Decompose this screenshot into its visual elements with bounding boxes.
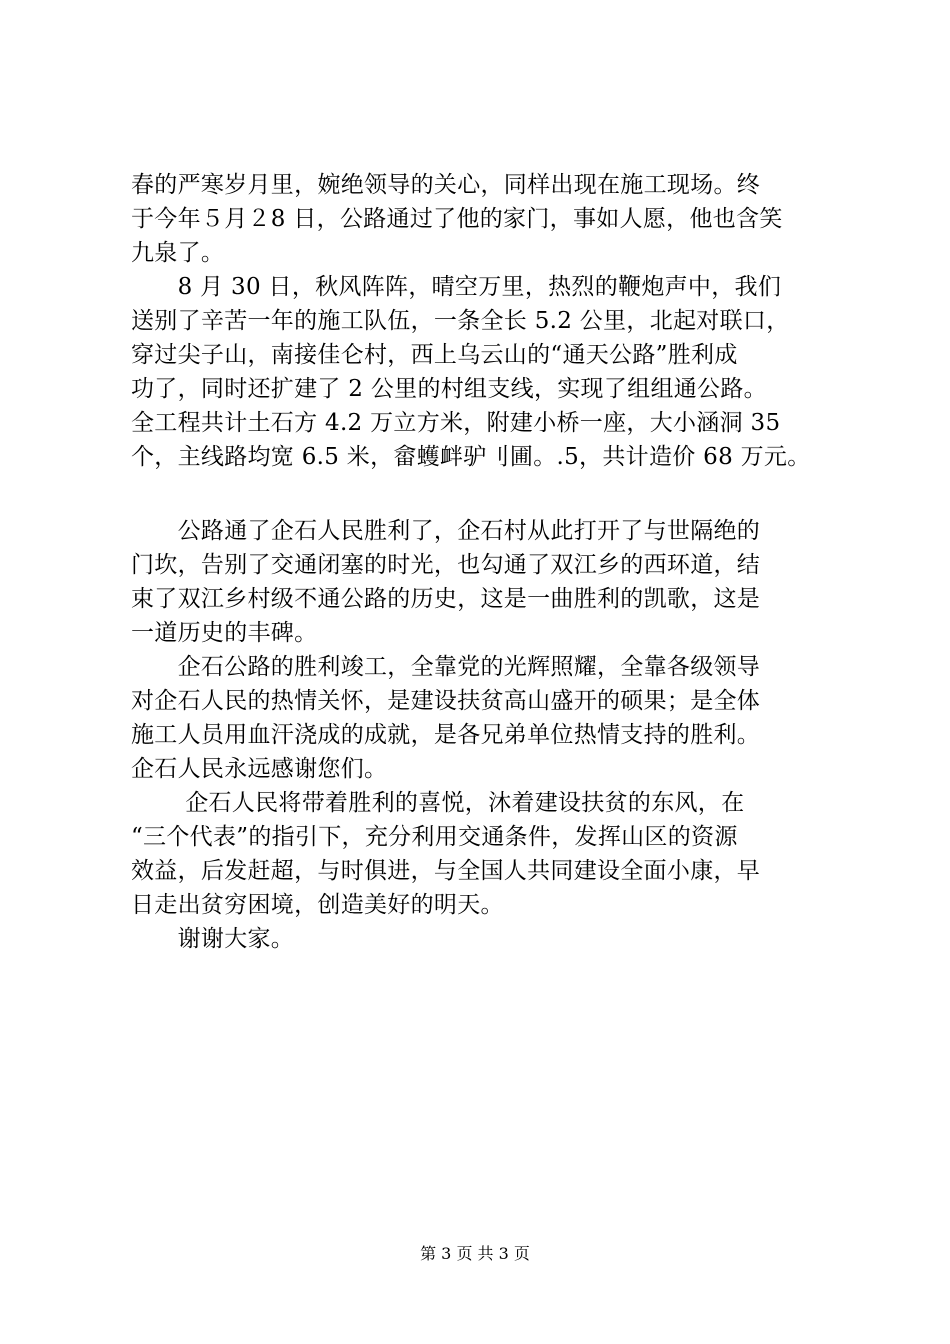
paragraph-spacer	[131, 474, 836, 514]
text-line: 公路通了企石人民胜利了，企石村从此打开了与世隔绝的	[131, 518, 761, 544]
page-number-footer: 第 3 页 共 3 页	[420, 1244, 530, 1263]
text-line: 企石人民将带着胜利的喜悦，沐着建设扶贫的东风，在	[131, 790, 745, 816]
text-line: 春的严寒岁月里，婉绝领导的关心，同样出现在施工现场。终	[131, 172, 761, 198]
text-line: 穿过尖子山，南接佳仑村，西上乌云山的“通天公路”胜利成	[131, 342, 738, 368]
text-line: 对企石人民的热情关怀，是建设扶贫高山盛开的硕果；是全体	[131, 688, 761, 714]
text-line: 于今年５月２8 日，公路通过了他的家门，事如人愿，他也含笑	[131, 206, 783, 232]
text-line: 个，主线路均宽 6.5 米，畲蠖衅驴刂圃。.5，共计造价 68 万元。	[131, 444, 811, 470]
paragraph-4	[131, 650, 836, 786]
text-line: 谢谢大家。	[131, 926, 295, 952]
text-line: 日走出贫穷困境，创造美好的明天。	[131, 892, 504, 918]
text-line: 施工人员用血汗浇成的成就，是各兄弟单位热情支持的胜利。	[131, 722, 761, 748]
text-line: 送别了辛苦一年的施工队伍，一条全长 5.2 公里，北起对联口，	[131, 308, 790, 334]
text-line: 束了双江乡村级不通公路的历史，这是一曲胜利的凯歌，这是	[131, 586, 761, 612]
paragraph-2	[131, 270, 836, 474]
text-line: 企石人民永远感谢您们。	[131, 756, 388, 782]
paragraph-6	[131, 922, 836, 956]
document-body	[131, 168, 836, 956]
text-line: “三个代表”的指引下，充分利用交通条件，发挥山区的资源	[131, 824, 738, 850]
text-line: 门坎，告别了交通闭塞的时光，也勾通了双江乡的西环道，结	[131, 552, 761, 578]
paragraph-1	[131, 168, 836, 270]
text-line: 九泉了。	[131, 240, 225, 266]
text-line: 8 月 30 日，秋风阵阵，晴空万里，热烈的鞭炮声中，我们	[131, 274, 782, 300]
text-line: 企石公路的胜利竣工，全靠党的光辉照耀，全靠各级领导	[131, 654, 761, 680]
text-line: 全工程共计土石方 4.2 万立方米，附建小桥一座，大小涵洞 35	[131, 410, 781, 436]
text-line: 功了，同时还扩建了 2 公里的村组支线，实现了组组通公路。	[131, 376, 767, 402]
paragraph-5	[131, 786, 836, 922]
text-line: 一道历史的丰碑。	[131, 620, 318, 646]
text-line: 效益，后发赶超，与时俱进，与全国人共同建设全面小康，早	[131, 858, 761, 884]
paragraph-3	[131, 514, 836, 650]
